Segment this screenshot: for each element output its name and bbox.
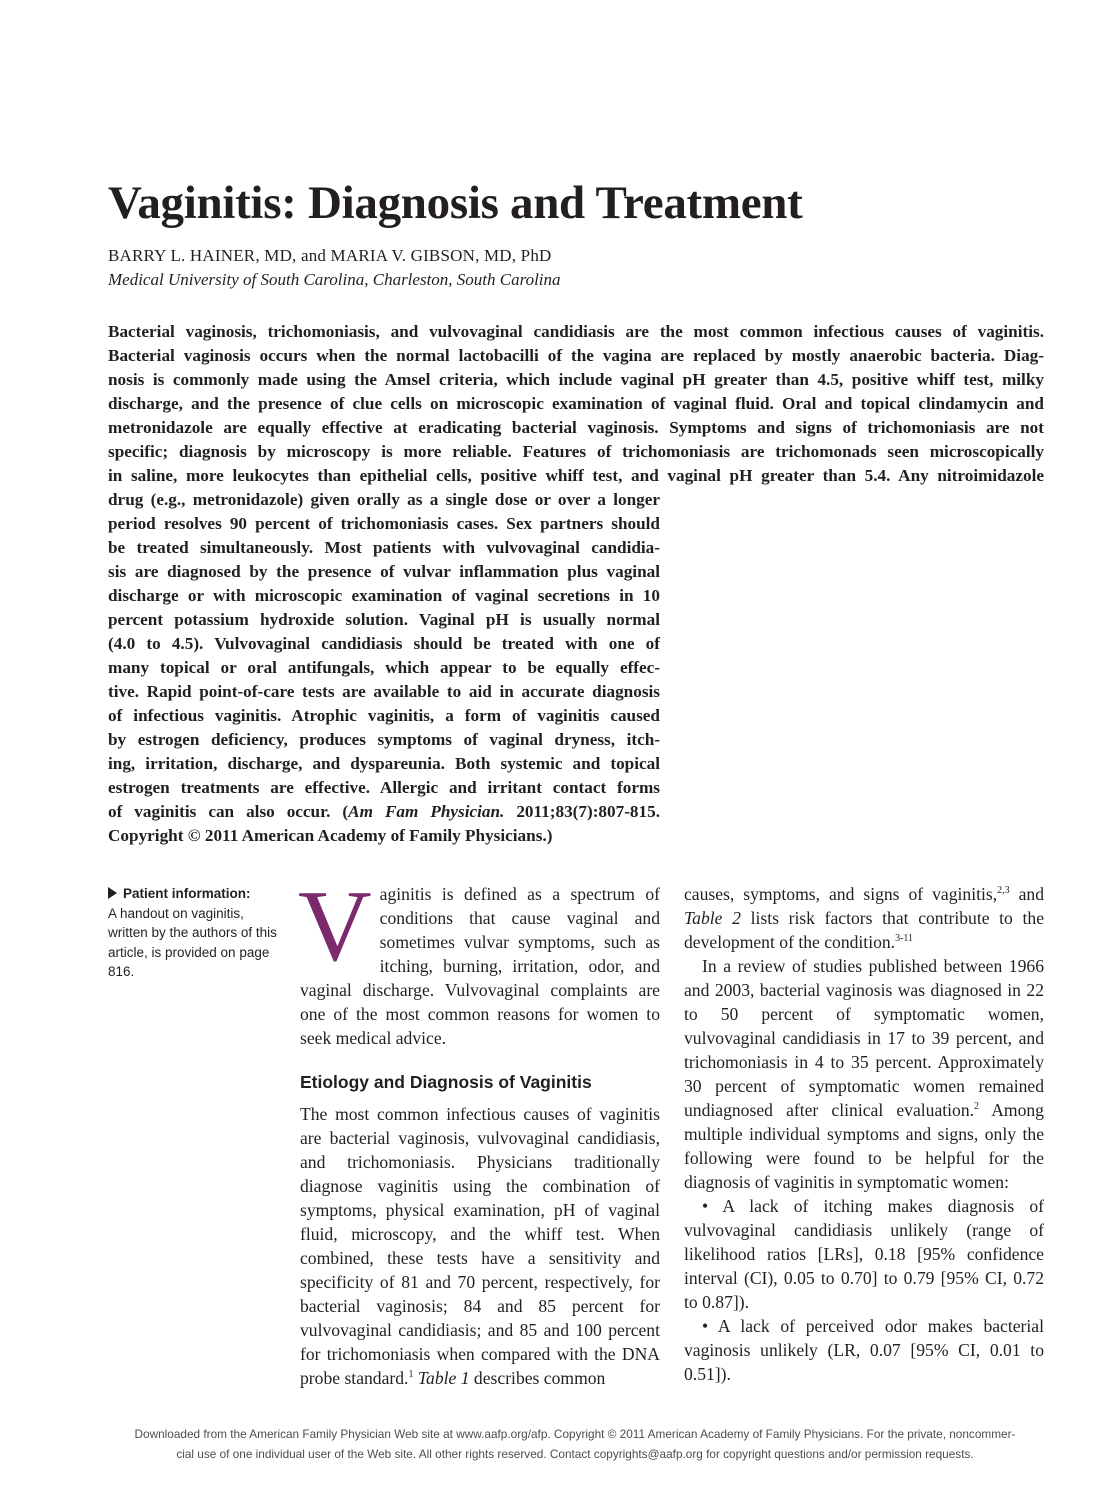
bullet-item: • A lack of itching makes diagnosis of vulvovaginal candidiasis unlikely (range of likelihood ratios [LRs], 0.18 [95% confidence interval (CI), 0.05 to 0.70] to 0.79 [95% CI, 0.72 to 0.87]).	[684, 1196, 1044, 1312]
abstract-line: Bacterial vaginosis occurs when the normal lactobacilli of the vagina are replaced by mostly anaerobic bacteria. Diag-	[108, 346, 1044, 365]
abstract-line: many topical or oral antifungals, which appear to be equally effec-	[108, 658, 660, 677]
intro-text: aginitis is defined as a spectrum of conditions that cause vaginal and sometimes vulvar symptoms, such as itching, burning, irritation, odor, and vaginal discharge. Vulvovaginal complaints are one of the most common reasons for women to seek medical advice.	[300, 884, 660, 1048]
body-paragraph	[684, 882, 1044, 954]
sidebar-label: Patient information:	[123, 886, 251, 901]
reference-superscript: 2	[974, 1101, 980, 1112]
body-column-2	[684, 882, 1044, 1386]
body-paragraph	[684, 954, 1044, 1194]
footer-line: cial use of one individual user of the Web site. All other rights reserved. Contact copyrights@aafp.org for copyright questions and/or permission requests.	[176, 1447, 974, 1461]
citation-tail: 2011;83(7):807-815.	[504, 802, 661, 821]
abstract-copyright: Copyright © 2011 American Academy of Family Physicians.)	[108, 826, 553, 845]
body-paragraph	[300, 1102, 660, 1390]
abstract-citation-line	[108, 800, 660, 824]
abstract-line: estrogen treatments are effective. Allergic and irritant contact forms	[108, 778, 660, 797]
table-reference: Table 1	[417, 1368, 470, 1388]
abstract-line: percent potassium hydroxide solution. Vaginal pH is usually normal	[108, 610, 660, 629]
para2-text: In a review of studies published between 1966 and 2003, bacterial vaginosis was diagnosed in 22 to 50 percent of symptomatic women, vulvovaginal candidiasis in 17 to 39 percent, and trichomoniasis in 4 to 35 percent. Approximately 30 percent of symptomatic women remained undiagnosed after clinical evaluation.	[684, 956, 1044, 1120]
reference-superscript: 3-11	[895, 933, 914, 944]
drop-cap: V	[298, 870, 372, 983]
bullet-item: • A lack of perceived odor makes bacterial vaginosis unlikely (LR, 0.07 [95% CI, 0.01 to 0.51]).	[684, 1316, 1044, 1384]
reference-superscript: 1	[408, 1369, 414, 1380]
para1-text: The most common infectious causes of vaginitis are bacterial vaginosis, vulvovaginal candidiasis, and trichomoniasis. Physicians traditionally diagnose vaginitis using the combination of symptoms, physical examination, pH of vaginal fluid, microscopy, and the whiff test. When combined, these tests have a sensitivity and specificity of 81 and 70 percent, respectively, for bacterial vaginosis; 84 and 85 percent for vulvovaginal candidiasis; and 85 and 100 percent for trichomoniasis when compared with the DNA probe standard.	[300, 1104, 660, 1388]
table-reference: Table 2	[684, 908, 741, 928]
abstract-line: tive. Rapid point-of-care tests are available to aid in accurate diagnosis	[108, 682, 660, 701]
col2-start: causes, symptoms, and signs of vaginitis,	[684, 884, 998, 904]
patient-info-sidebar	[108, 884, 278, 982]
affiliation: Medical University of South Carolina, Charleston, South Carolina	[108, 270, 561, 289]
abstract-line: specific; diagnosis by microscopy is more reliable. Features of trichomoniasis are trichomonads seen microscopically	[108, 442, 1044, 461]
abstract-line: sis are diagnosed by the presence of vulvar inflammation plus vaginal	[108, 562, 660, 581]
journal-name: Am Fam Physician.	[348, 802, 505, 821]
triangle-bullet-icon	[108, 887, 117, 899]
col2-tail: lists risk factors that contribute to the development of the condition.	[684, 908, 1045, 952]
download-footer	[100, 1424, 1050, 1464]
citation-lead: of vaginitis can also occur. (	[108, 802, 349, 821]
abstract-line: nosis is commonly made using the Amsel criteria, which include vaginal pH greater than 4.5, positive whiff test, milky	[108, 370, 1044, 389]
abstract-line: by estrogen deficiency, produces symptoms of vaginal dryness, itch-	[108, 730, 660, 749]
abstract-line: metronidazole are equally effective at eradicating bacterial vaginosis. Symptoms and signs of trichomoniasis are not	[108, 418, 1044, 437]
abstract-wide	[108, 320, 1044, 488]
para2-tail: Among multiple individual symptoms and signs, only the following were found to be helpful for the diagnosis of vaginitis in symptomatic women:	[684, 1100, 1044, 1192]
abstract-line: Bacterial vaginosis, trichomoniasis, and vulvovaginal candidiasis are the most common infectious causes of vaginitis.	[108, 322, 1044, 341]
abstract-line: of infectious vaginitis. Atrophic vaginitis, a form of vaginitis caused	[108, 706, 660, 725]
reference-superscript: 2,3	[997, 885, 1010, 896]
abstract-narrow	[108, 488, 660, 848]
abstract-line: in saline, more leukocytes than epithelial cells, positive whiff test, and vaginal pH greater than 5.4. Any nitroimidazole	[108, 466, 1044, 485]
para1-end: describes common	[469, 1368, 606, 1388]
body-column-1	[298, 870, 660, 1390]
intro-paragraph	[298, 870, 660, 1050]
article-title: Vaginitis: Diagnosis and Treatment	[108, 177, 803, 229]
abstract-line: (4.0 to 4.5). Vulvovaginal candidiasis should be treated with one of	[108, 634, 660, 653]
abstract-line: discharge or with microscopic examination of vaginal secretions in 10	[108, 586, 660, 605]
sidebar-text: A handout on vaginitis, written by the authors of this article, is provided on page 816.	[108, 905, 277, 979]
col2-mid: and	[1009, 884, 1044, 904]
abstract-line: be treated simultaneously. Most patients with vulvovaginal candidia-	[108, 538, 660, 557]
abstract-line: discharge, and the presence of clue cells on microscopic examination of vaginal fluid. Oral and topical clindamycin and	[108, 394, 1044, 413]
authors: BARRY L. HAINER, MD, and MARIA V. GIBSON, MD, PhD	[108, 246, 552, 265]
abstract-line: period resolves 90 percent of trichomoniasis cases. Sex partners should	[108, 514, 660, 533]
footer-line: Downloaded from the American Family Physician Web site at www.aafp.org/afp. Copyright © 2011 American Academy of Family Physicians. For the private, noncommer-	[134, 1427, 1016, 1441]
section-heading: Etiology and Diagnosis of Vaginitis	[300, 1072, 592, 1092]
abstract-line: ing, irritation, discharge, and dyspareunia. Both systemic and topical	[108, 754, 660, 773]
abstract-line: drug (e.g., metronidazole) given orally as a single dose or over a longer	[108, 490, 660, 509]
